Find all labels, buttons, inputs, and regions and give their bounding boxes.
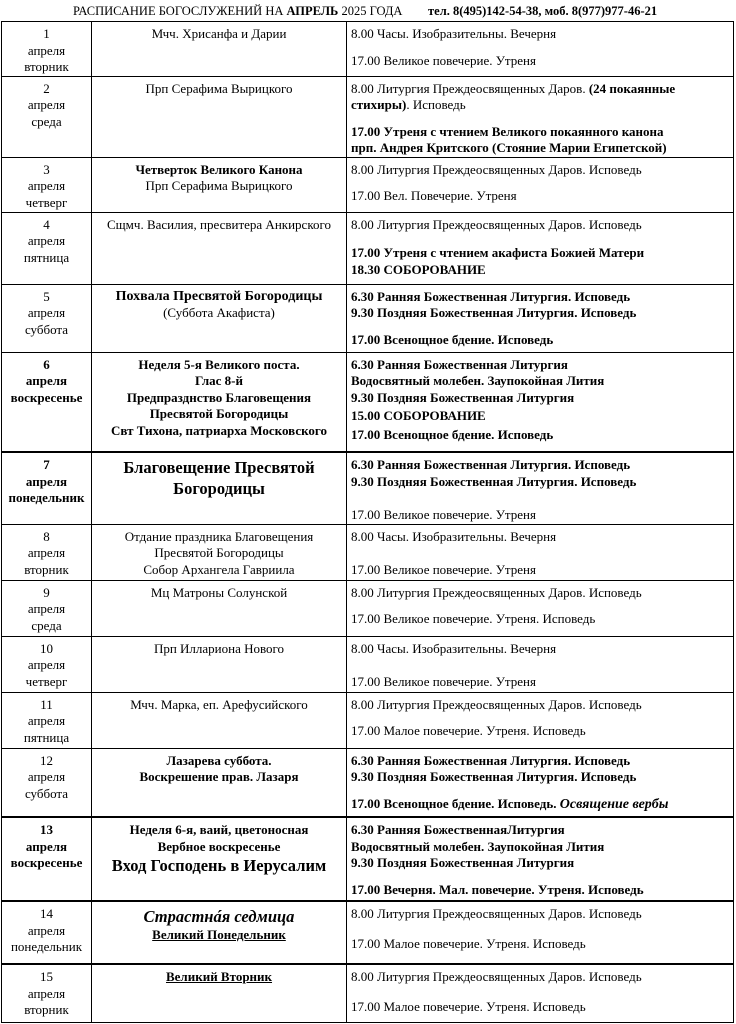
services-cell bbox=[347, 580, 734, 636]
title-month: АПРЕЛЬ bbox=[286, 4, 339, 18]
service-line: 17.00 Малое повечерие. Утреня. Исповедь bbox=[351, 723, 586, 738]
feast-line: Мчч. Хрисанфа и Дарии bbox=[151, 26, 287, 41]
feast-line: Вход Господень в Иерусалим bbox=[111, 856, 327, 875]
date-cell bbox=[2, 692, 92, 748]
table-row bbox=[2, 22, 734, 77]
service-line: 8.00 Часы. Изобразительны. Вечерня bbox=[351, 26, 557, 41]
feast-line: Пресвятой Богородицы bbox=[149, 406, 289, 421]
table-row bbox=[2, 748, 734, 817]
title-prefix: РАСПИСАНИЕ БОГОСЛУЖЕНИЙ НА bbox=[73, 4, 287, 18]
weekday: среда bbox=[31, 113, 62, 129]
feast-cell bbox=[92, 76, 347, 157]
service-line: 9.30 Поздняя Божественная Литургия bbox=[351, 389, 575, 405]
feast-line: Прп Серафима Вырицкого bbox=[145, 178, 293, 193]
services-cell bbox=[347, 76, 734, 157]
service-line: 17.00 Вел. Повечерие. Утреня bbox=[351, 188, 517, 203]
service-line: 17.00 Вечерня. Мал. повечерие. Утреня. Исповедь bbox=[351, 881, 644, 897]
day-number: 13 bbox=[40, 822, 53, 837]
schedule-title bbox=[73, 1, 402, 21]
weekday: понедельник bbox=[10, 939, 83, 954]
service-line: 9.30 Поздняя Божественная Литургия. Исповедь bbox=[351, 769, 637, 784]
weekday: вторник bbox=[24, 561, 69, 577]
feast-line: Похвала Пресвятой Богородицы bbox=[115, 288, 323, 304]
table-row bbox=[2, 76, 734, 157]
date-cell bbox=[2, 748, 92, 817]
month-name: апреля bbox=[27, 657, 66, 672]
feast-line: Отдание праздника Благовещения bbox=[124, 528, 314, 544]
month-name: апреля bbox=[27, 601, 66, 616]
feast-line: Прп Иллариона Нового bbox=[153, 640, 285, 656]
weekday: воскресенье bbox=[10, 855, 83, 870]
service-line: 15.00 СОБОРОВАНИЕ bbox=[351, 408, 486, 423]
feast-line: Четверток Великого Канона bbox=[135, 161, 303, 177]
services-cell bbox=[347, 22, 734, 77]
month-name: апреля bbox=[27, 42, 66, 58]
weekday: пятница bbox=[23, 249, 70, 265]
service-line: 8.00 Литургия Преждеосвященных Даров. Исповедь bbox=[351, 216, 642, 232]
service-line: 17.00 Великое повечерие. Утреня bbox=[351, 674, 536, 689]
services-cell bbox=[347, 352, 734, 452]
service-line: 8.00 Часы. Изобразительны. Вечерня bbox=[351, 528, 557, 544]
feast-cell bbox=[92, 22, 347, 77]
month-name: апреля bbox=[27, 713, 66, 728]
month-name: апреля bbox=[27, 178, 66, 193]
feast-line: Глас 8-й bbox=[195, 373, 243, 388]
feast-cell bbox=[92, 692, 347, 748]
service-line: Водосвятный молебен. Заупокойная Лития bbox=[351, 838, 605, 854]
feast-cell bbox=[92, 524, 347, 580]
service-line bbox=[351, 97, 733, 114]
service-line: 17.00 Малое повечерие. Утреня. Исповедь bbox=[351, 935, 586, 951]
month-name: апреля bbox=[25, 473, 68, 489]
service-line: 6.30 Ранняя Божественная Литургия. Исповедь bbox=[351, 288, 631, 304]
table-row bbox=[2, 284, 734, 352]
services-cell bbox=[347, 748, 734, 817]
service-line: 17.00 Всенощное бдение. Исповедь bbox=[351, 426, 554, 442]
feast-line: Предпразднство Благовещения bbox=[126, 389, 312, 405]
service-line bbox=[351, 81, 733, 98]
weekday: суббота bbox=[24, 321, 69, 337]
feast-line: Лазарева суббота. bbox=[166, 752, 272, 768]
day-number: 10 bbox=[40, 640, 53, 656]
date-cell bbox=[2, 76, 92, 157]
services-cell bbox=[347, 452, 734, 524]
month-name: апреля bbox=[27, 305, 66, 320]
month-name: апреля bbox=[27, 545, 66, 560]
service-line: 8.00 Литургия Преждеосвященных Даров. Исповедь bbox=[351, 584, 642, 600]
day-number: 9 bbox=[43, 584, 50, 600]
feast-cell bbox=[92, 452, 347, 524]
services-cell bbox=[347, 636, 734, 692]
weekday: среда bbox=[31, 617, 62, 633]
service-line: 17.00 Великое повечерие. Утреня bbox=[351, 52, 536, 68]
service-line: 6.30 Ранняя Божественная Литургия bbox=[351, 356, 568, 372]
feast-line: Неделя 5-я Великого поста. bbox=[138, 356, 300, 372]
service-text: 8.00 Литургия Преждеосвященных Даров. bbox=[351, 80, 589, 96]
day-number: 5 bbox=[43, 288, 50, 304]
day-number: 2 bbox=[43, 80, 50, 96]
date-cell bbox=[2, 580, 92, 636]
date-cell bbox=[2, 352, 92, 452]
service-line: 8.00 Литургия Преждеосвященных Даров. Исповедь bbox=[351, 696, 642, 712]
feast-line: Свт Тихона, патриарха Московского bbox=[111, 422, 327, 438]
feast-line: Богородицы bbox=[173, 479, 265, 498]
service-line: 17.00 Утреня с чтением Великого покаянного канона bbox=[351, 123, 664, 139]
service-line: 17.00 Великое повечерие. Утреня bbox=[351, 507, 536, 522]
feast-line: Страстнáя седмица bbox=[143, 907, 295, 926]
date-cell bbox=[2, 524, 92, 580]
service-line: 6.30 Ранняя Божественная Литургия. Исповедь bbox=[351, 457, 631, 472]
services-cell bbox=[347, 901, 734, 964]
feast-line: Великий Понедельник bbox=[152, 927, 286, 942]
month-name: апреля bbox=[27, 769, 66, 784]
service-line: Водосвятный молебен. Заупокойная Лития bbox=[351, 373, 605, 388]
day-number: 8 bbox=[43, 528, 50, 544]
table-row bbox=[2, 580, 734, 636]
service-line: 17.00 Всенощное бдение. Исповедь bbox=[351, 331, 554, 347]
date-cell bbox=[2, 284, 92, 352]
month-name: апреля bbox=[27, 97, 66, 112]
date-cell bbox=[2, 636, 92, 692]
service-note: стихиры) bbox=[351, 97, 407, 112]
day-number: 4 bbox=[43, 216, 50, 232]
feast-cell bbox=[92, 817, 347, 901]
feast-line: Неделя 6-я, ваий, цветоносная bbox=[129, 822, 309, 837]
month-name: апреля bbox=[27, 922, 66, 938]
service-line: 17.00 Великое повечерие. Утреня bbox=[351, 562, 536, 577]
feast-cell bbox=[92, 157, 347, 212]
feast-cell bbox=[92, 284, 347, 352]
service-line: 9.30 Поздняя Божественная Литургия. Исповедь bbox=[351, 305, 637, 320]
day-number: 11 bbox=[40, 696, 53, 712]
feast-line: Сщмч. Василия, пресвитера Анкирского bbox=[107, 216, 331, 232]
date-cell bbox=[2, 901, 92, 964]
weekday: четверг bbox=[25, 673, 68, 689]
table-row bbox=[2, 352, 734, 452]
month-name: апреля bbox=[25, 373, 68, 388]
month-name: апреля bbox=[27, 985, 66, 1001]
feast-line: Прп Серафима Вырицкого bbox=[145, 80, 293, 96]
weekday: понедельник bbox=[8, 490, 85, 505]
day-number: 3 bbox=[43, 161, 50, 177]
month-name: апреля bbox=[25, 838, 68, 854]
date-cell bbox=[2, 22, 92, 77]
service-note: Освящение вербы bbox=[559, 796, 669, 812]
day-number: 15 bbox=[40, 969, 53, 984]
table-row bbox=[2, 524, 734, 580]
feast-cell bbox=[92, 964, 347, 1022]
date-cell bbox=[2, 157, 92, 212]
service-line: прп. Андрея Критского (Стояние Марии Египетской) bbox=[351, 140, 667, 155]
weekday: вторник bbox=[24, 1002, 69, 1017]
table-row bbox=[2, 692, 734, 748]
service-line: 17.00 Великое повечерие. Утреня. Исповедь bbox=[351, 611, 596, 626]
title-suffix: 2025 ГОДА bbox=[338, 4, 403, 18]
contact-phones: тел. 8(495)142-54-38, моб. 8(977)977-46-21 bbox=[428, 4, 658, 18]
table-row bbox=[2, 901, 734, 964]
services-cell bbox=[347, 692, 734, 748]
service-text: . Исповедь bbox=[406, 97, 466, 112]
feast-line: Воскрешение прав. Лазаря bbox=[139, 769, 299, 784]
service-line: 17.00 Утреня с чтением акафиста Божией Матери bbox=[351, 245, 645, 260]
service-line: 6.30 Ранняя Божественная Литургия. Исповедь bbox=[351, 752, 631, 768]
feast-line: Великий Вторник bbox=[165, 969, 273, 984]
service-line: 8.00 Литургия Преждеосвященных Даров. Исповедь bbox=[351, 161, 642, 177]
weekday: суббота bbox=[24, 785, 69, 801]
services-cell bbox=[347, 284, 734, 352]
feast-cell bbox=[92, 580, 347, 636]
feast-line: Пресвятой Богородицы bbox=[154, 545, 284, 560]
service-line: 9.30 Поздняя Божественная Литургия. Исповедь bbox=[351, 473, 637, 489]
feast-cell bbox=[92, 352, 347, 452]
table-row bbox=[2, 964, 734, 1022]
weekday: четверг bbox=[25, 194, 68, 210]
table-row bbox=[2, 212, 734, 284]
service-line: 9.30 Поздняя Божественная Литургия bbox=[351, 855, 575, 870]
feast-line: (Суббота Акафиста) bbox=[163, 305, 275, 320]
page-header bbox=[0, 0, 736, 20]
feast-line: Вербное воскресенье bbox=[157, 838, 281, 854]
services-cell bbox=[347, 817, 734, 901]
weekday: вторник bbox=[24, 59, 69, 74]
feast-cell bbox=[92, 636, 347, 692]
service-line: 17.00 Малое повечерие. Утреня. Исповедь bbox=[351, 998, 586, 1014]
feast-line: Благовещение Пресвятой bbox=[123, 458, 315, 477]
services-cell bbox=[347, 524, 734, 580]
day-number: 14 bbox=[40, 906, 53, 921]
table-row bbox=[2, 157, 734, 212]
feast-cell bbox=[92, 901, 347, 964]
month-name: апреля bbox=[27, 233, 66, 248]
table-row bbox=[2, 636, 734, 692]
service-line: 8.00 Литургия Преждеосвященных Даров. Исповедь bbox=[351, 906, 642, 921]
feast-cell bbox=[92, 212, 347, 284]
date-cell bbox=[2, 452, 92, 524]
feast-line: Мчч. Марка, еп. Арефусийского bbox=[130, 696, 308, 712]
day-number: 7 bbox=[43, 457, 50, 472]
table-row bbox=[2, 817, 734, 901]
date-cell bbox=[2, 212, 92, 284]
services-cell bbox=[347, 964, 734, 1022]
service-text: 17.00 Всенощное бдение. Исповедь. bbox=[351, 795, 560, 811]
schedule-table bbox=[1, 21, 734, 1023]
service-line: 8.00 Литургия Преждеосвященных Даров. Исповедь bbox=[351, 969, 642, 984]
service-line: 18.30 СОБОРОВАНИЕ bbox=[351, 261, 486, 277]
service-line: 6.30 Ранняя БожественнаяЛитургия bbox=[351, 822, 565, 837]
services-cell bbox=[347, 157, 734, 212]
feast-cell bbox=[92, 748, 347, 817]
date-cell bbox=[2, 964, 92, 1022]
day-number: 6 bbox=[43, 356, 50, 372]
service-note: (24 покаянные bbox=[588, 80, 676, 96]
feast-line: Собор Архангела Гавриила bbox=[143, 561, 295, 577]
service-line bbox=[351, 796, 733, 814]
feast-line: Мц Матроны Солунской bbox=[150, 584, 288, 600]
day-number: 12 bbox=[40, 752, 53, 768]
day-number: 1 bbox=[43, 26, 50, 41]
services-cell bbox=[347, 212, 734, 284]
date-cell bbox=[2, 817, 92, 901]
weekday: воскресенье bbox=[10, 389, 83, 405]
service-line: 8.00 Часы. Изобразительны. Вечерня bbox=[351, 640, 557, 656]
table-row bbox=[2, 452, 734, 524]
weekday: пятница bbox=[23, 729, 70, 745]
